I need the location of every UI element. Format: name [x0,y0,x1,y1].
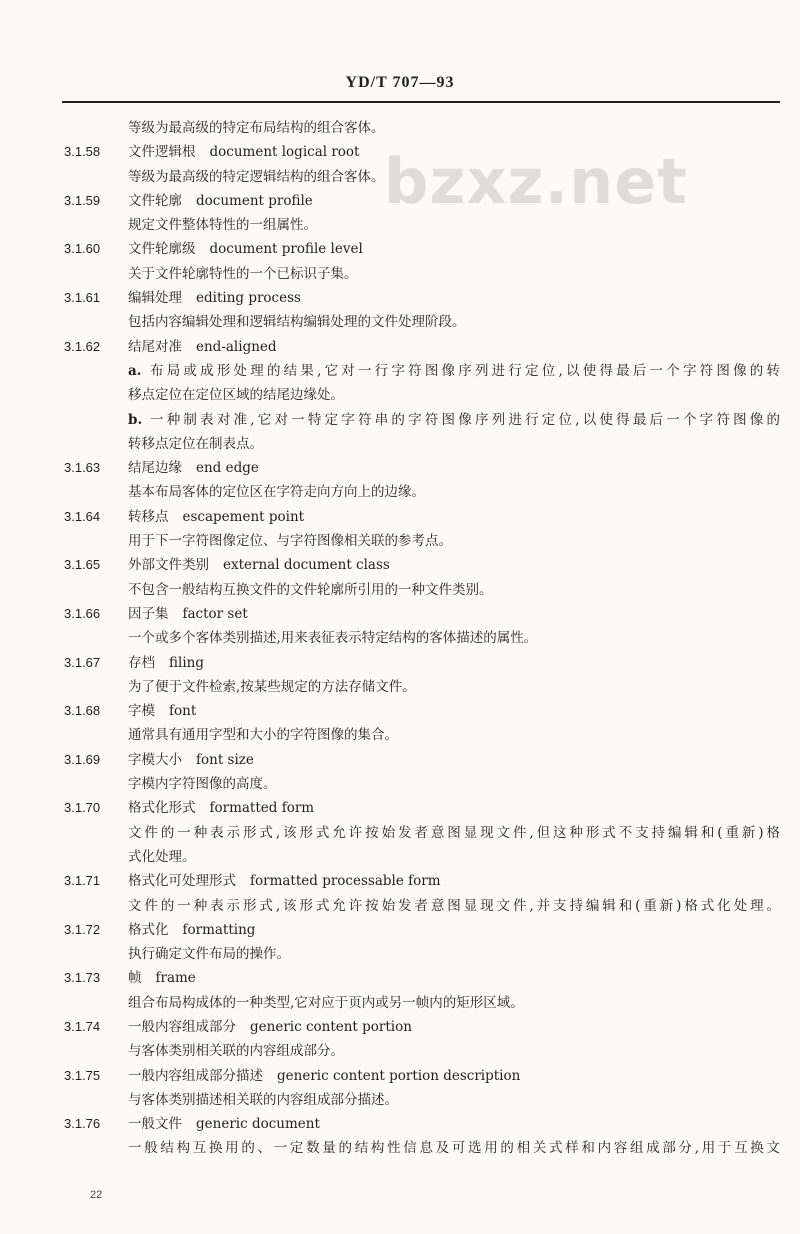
term-zh: 文件轮廓级 [128,241,196,258]
term-zh: 一般内容组成部分 [128,1018,236,1035]
term-en: font [169,703,197,720]
header-rule [62,101,780,103]
term-entry [0,796,800,869]
term-entry [0,1112,800,1161]
term-zh: 外部文件类别 [128,557,209,574]
term-definition: 基本布局客体的定位区在字符走向方向上的边缘。 [128,484,425,501]
sub-item-label: a. [128,362,142,379]
term-entry [0,966,800,1015]
term-zh: 字模大小 [128,751,182,768]
sub-item-text: 一种制表对准,它对一特定字符串的字符图像序列进行定位,以使得最后一个字符图像的 [150,411,780,428]
term-number: 3.1.70 [64,800,101,816]
term-en: document profile [196,192,313,209]
term-number: 3.1.58 [64,144,101,160]
term-number: 3.1.59 [64,192,101,208]
term-list [0,116,800,1161]
term-en: external document class [223,557,390,574]
term-en: generic content portion description [277,1067,521,1084]
term-number: 3.1.67 [64,654,101,670]
term-zh: 文件逻辑根 [128,144,196,161]
term-definition: 为了便于文件检索,按某些规定的方法存储文件。 [128,678,416,695]
term-entry [0,918,800,967]
term-number: 3.1.68 [64,703,101,719]
page-number: 22 [90,1189,103,1201]
term-entry [0,602,800,651]
term-en: end-aligned [196,338,277,355]
term-definition: 通常具有通用字型和大小的字符图像的集合。 [128,727,398,744]
term-number: 3.1.64 [64,508,101,524]
term-entry [0,1015,800,1064]
term-entry [0,189,800,238]
term-definition-cont: 式化处理。 [128,848,196,865]
term-entry [0,286,800,335]
term-zh: 格式化形式 [128,800,196,817]
term-number: 3.1.66 [64,605,101,621]
term-zh: 存档 [128,654,155,671]
term-entry [0,456,800,505]
sub-item-text-cont: 转移点定位在制表点。 [128,435,263,452]
term-zh: 因子集 [128,605,169,622]
term-definition: 组合布局构成体的一种类型,它对应于页内或另一帧内的矩形区域。 [128,994,524,1011]
standard-code-header: YD/T 707—93 [345,74,455,91]
term-zh: 字模 [128,703,155,720]
term-entry [0,699,800,748]
term-zh: 格式化 [128,921,169,938]
term-zh: 编辑处理 [128,290,182,307]
term-entry [0,237,800,286]
term-definition: 不包含一般结构互换文件的文件轮廓所引用的一种文件类别。 [128,581,493,598]
term-entry [0,748,800,797]
term-definition: 文件的一种表示形式,该形式允许按始发者意图显现文件,并支持编辑和(重新)格式化处理。 [128,897,780,914]
term-entry [0,140,800,189]
term-zh: 转移点 [128,508,169,525]
term-number: 3.1.71 [64,873,101,889]
term-zh: 帧 [128,970,142,987]
term-number: 3.1.73 [64,970,101,986]
term-definition: 与客体类别描述相关联的内容组成部分描述。 [128,1091,398,1108]
term-number: 3.1.65 [64,557,101,573]
term-en: factor set [182,605,248,622]
term-number: 3.1.72 [64,921,101,937]
term-number: 3.1.74 [64,1018,101,1034]
term-en: document profile level [209,241,363,258]
watermark: bzxz.net [384,145,688,218]
term-definition: 执行确定文件布局的操作。 [128,946,290,963]
term-number: 3.1.76 [64,1116,101,1132]
term-definition: 关于文件轮廓特性的一个已标识子集。 [128,265,358,282]
term-number: 3.1.62 [64,338,101,354]
term-zh: 格式化可处理形式 [128,873,236,890]
term-definition: 文件的一种表示形式,该形式允许按始发者意图显现文件,但这种形式不支持编辑和(重新)格 [128,824,780,841]
term-definition: 用于下一字符图像定位、与字符图像相关联的参考点。 [128,533,452,550]
term-number: 3.1.69 [64,751,101,767]
sub-item-text: 布局或成形处理的结果,它对一行字符图像序列进行定位,以使得最后一个字符图像的转 [150,362,780,379]
term-zh: 文件轮廓 [128,192,182,209]
sub-item-label: b. [128,411,143,428]
term-entry [0,1064,800,1113]
term-zh: 一般文件 [128,1116,182,1133]
term-number: 3.1.75 [64,1067,101,1083]
term-definition: 与客体类别相关联的内容组成部分。 [128,1043,344,1060]
term-en: formatted form [209,800,315,817]
term-en: escapement point [182,508,305,525]
sub-item-text-cont: 移点定位在定位区域的结尾边缘处。 [128,387,344,404]
term-en: document logical root [209,144,360,161]
term-definition: 包括内容编辑处理和逻辑结构编辑处理的文件处理阶段。 [128,314,466,331]
term-en: generic document [196,1116,320,1133]
term-en: editing process [196,290,301,307]
lead-definition: 等级为最高级的特定布局结构的组合客体。 [128,120,385,136]
term-en: formatting [182,921,256,938]
term-zh: 结尾对准 [128,338,182,355]
term-entry [0,651,800,700]
term-number: 3.1.61 [64,290,101,306]
term-en: end edge [196,460,259,477]
term-definition: 等级为最高级的特定逻辑结构的组合客体。 [128,168,385,185]
term-en: generic content portion [250,1018,412,1035]
term-entry [0,869,800,918]
term-definition: 一般结构互换用的、一定数量的结构性信息及可选用的相关式样和内容组成部分,用于互换文 [128,1140,780,1157]
term-definition: 一个或多个客体类别描述,用来表征表示特定结构的客体描述的属性。 [128,630,538,647]
term-en: frame [155,970,196,987]
term-en: font size [196,751,254,768]
term-entry [0,505,800,554]
term-entry [0,335,800,456]
term-zh: 结尾边缘 [128,460,182,477]
term-en: filing [169,654,204,671]
term-en: formatted processable form [250,873,441,890]
term-entry [0,553,800,602]
term-number: 3.1.60 [64,241,101,257]
term-definition: 规定文件整体特性的一组属性。 [128,217,317,234]
term-zh: 一般内容组成部分描述 [128,1067,263,1084]
term-definition: 字模内字符图像的高度。 [128,776,277,793]
term-number: 3.1.63 [64,460,101,476]
